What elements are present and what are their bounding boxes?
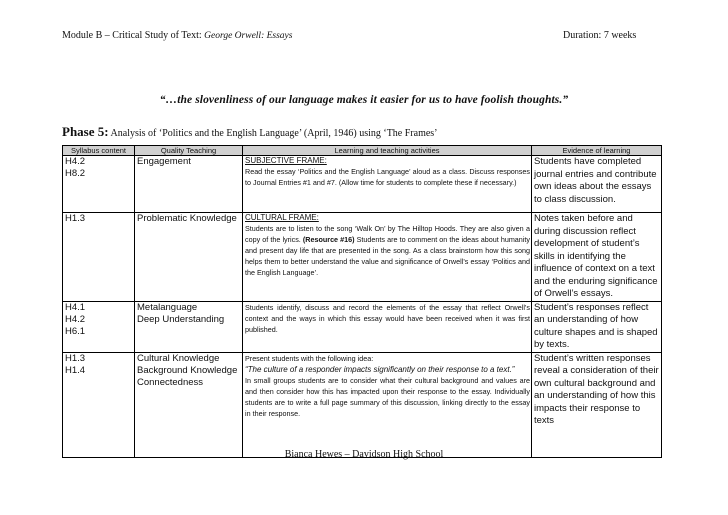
syllabus-cell: H1.3 [63,213,135,302]
lesson-plan-table [62,145,662,458]
frame-label: CULTURAL FRAME: [245,213,319,222]
syllabus-cell: H4.2 H8.2 [63,156,135,213]
activity-cell: CULTURAL FRAME: Students are to listen to the song ‘Walk On’ by The Hilltop Hoods. They are also given a copy of the lyrics. (Resource #16) Students are to comment on the ideas about humanity and present day life that are presented in the song. As a class brainstorm how this song helps them to better understand the value and significance of Orwell’s essay ‘Politics and the English Language’. [243,213,532,302]
frame-label: SUBJECTIVE FRAME: [245,156,327,165]
table-header-row [63,146,662,156]
evidence-cell: Student’s written responses reveal a consideration of their own cultural background and an understanding of how this impacts their response to texts [532,352,662,457]
responder-quote: “The culture of a responder impacts significantly on their response to a text.” [245,364,515,374]
header-quality: Quality Teaching [135,146,243,156]
evidence-cell: Notes taken before and during discussion reflect development of student’s skills in identifying the influence of context on a text and the enduring significance of Orwell’s essays. [532,213,662,302]
activity-cell: SUBJECTIVE FRAME: Read the essay ‘Politics and the English Language’ aloud as a class. Discuss responses to Journal Entries #1 and #7. (Allow time for students to complete these if necessary.) [243,156,532,213]
page-footer: Bianca Hewes – Davidson High School [284,449,444,460]
header-syllabus: Syllabus content [63,146,135,156]
phase-title [62,124,438,140]
activity-cell: Present students with the following idea: “The culture of a responder impacts significantly on their response to a text.” In small groups students are to consider what their cultural background and values are and then consider how this has impacted upon their response to the essay. Individually students are to write a full page summary of this discussion, linking directly to the essay in their response. [243,352,532,457]
quality-cell: Problematic Knowledge [135,213,243,302]
quality-cell: Engagement [135,156,243,213]
quality-cell: Metalanguage Deep Understanding [135,301,243,352]
page-header-duration: Duration: 7 weeks [563,30,637,41]
syllabus-cell: H1.3 H1.4 [63,352,135,457]
table-row [63,301,662,352]
table-row [63,156,662,213]
table-row [63,352,662,457]
header-activities: Learning and teaching activities [243,146,532,156]
evidence-cell: Students have completed journal entries and contribute own ideas about the essays to class discussion. [532,156,662,213]
resource-reference: (Resource #16) [302,235,355,244]
header-module-title: George Orwell: Essays [204,31,293,41]
page-header-module: Module B – Critical Study of Text: George Orwell: Essays [62,30,293,41]
phase-description: Analysis of ‘Politics and the English Language’ (April, 1946) using ‘The Frames’ [108,128,438,139]
syllabus-cell: H4.1 H4.2 H6.1 [63,301,135,352]
quality-cell: Cultural Knowledge Background Knowledge Connectedness [135,352,243,457]
evidence-cell: Student’s responses reflect an understanding of how culture shapes and is shaped by texts. [532,301,662,352]
phase-label: Phase 5: [62,124,109,139]
orwell-quote: “…the slovenliness of our language makes it easier for us to have foolish thoughts.” [159,94,569,106]
header-evidence: Evidence of learning [532,146,662,156]
table-row [63,213,662,302]
activity-cell: Students identify, discuss and record the elements of the essay that reflect Orwell’s context and the ways in which this essay would have been received when it was first published. [243,301,532,352]
